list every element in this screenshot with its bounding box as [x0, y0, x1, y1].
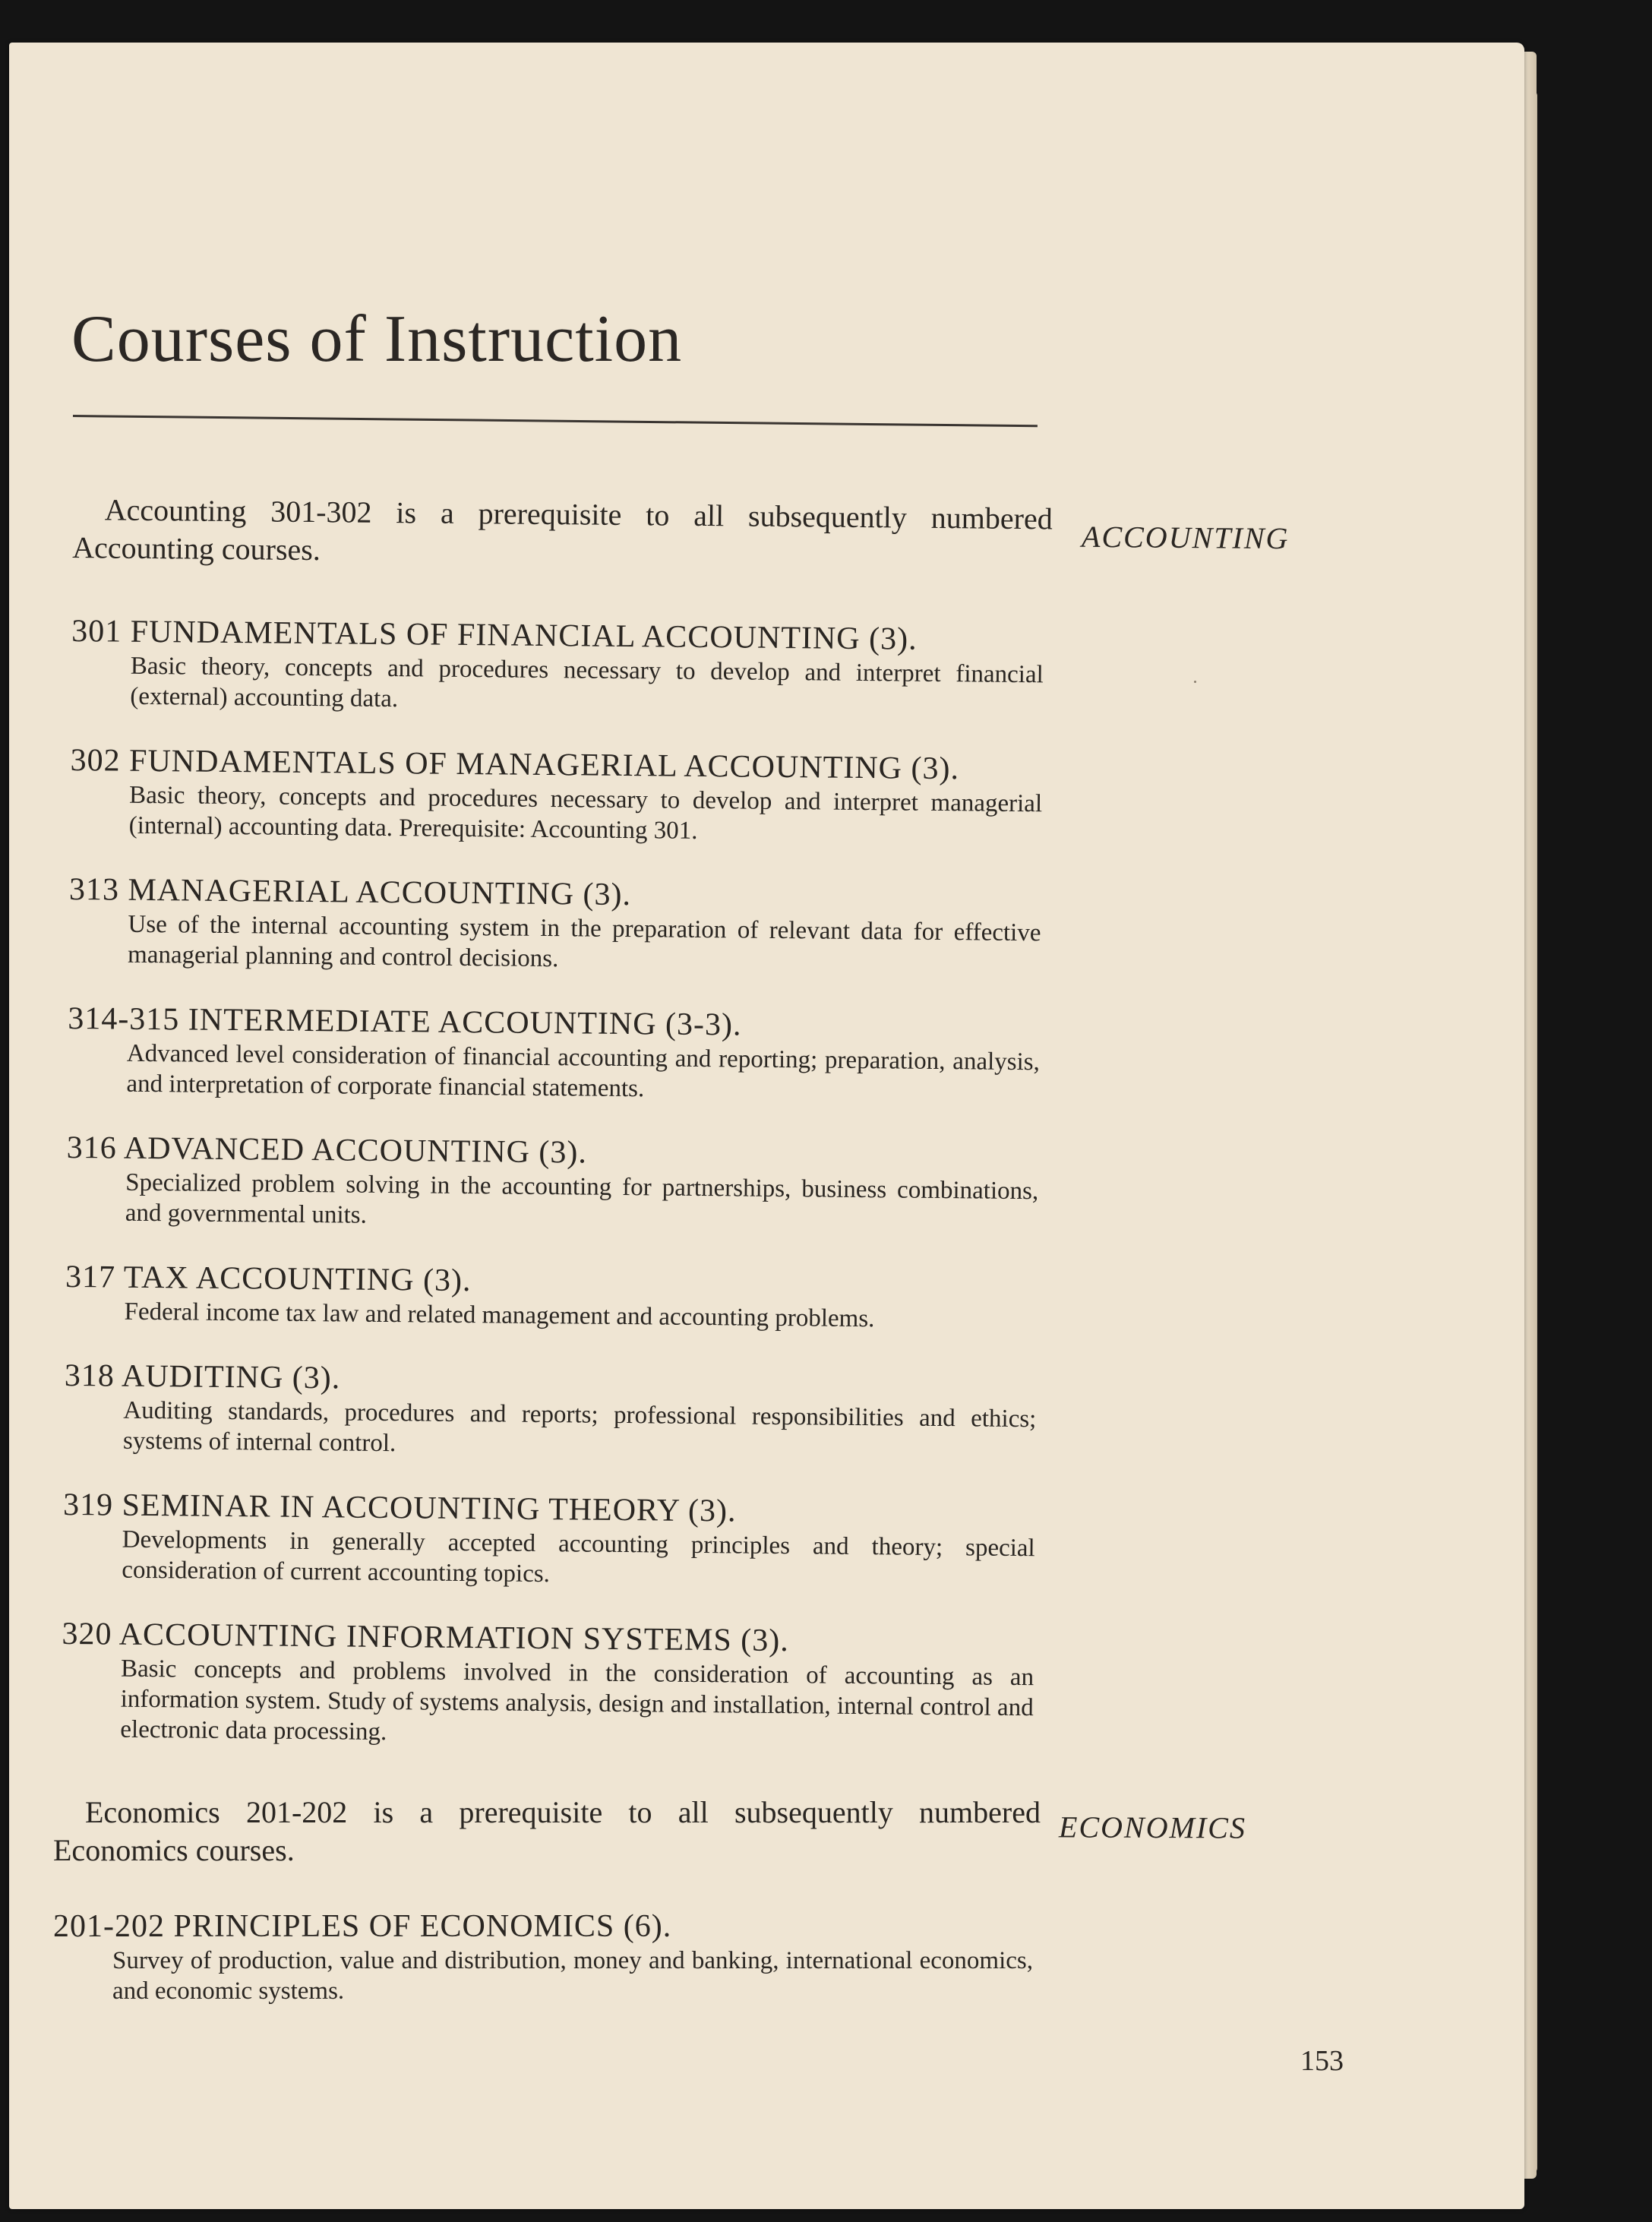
- course-description: Basic theory, concepts and procedures necessary to develop and interpret financial (external) accounting data.: [130, 652, 1044, 713]
- economics-intro: [53, 1794, 1041, 1870]
- course-heading: 201-202 PRINCIPLES OF ECONOMICS (6).: [53, 1909, 672, 1944]
- page-title: Courses of Instruction: [71, 302, 683, 376]
- course-entry: [64, 1357, 1044, 1465]
- course-entry: [61, 1615, 1042, 1753]
- course-heading: 302 FUNDAMENTALS OF MANAGERIAL ACCOUNTING (3).: [70, 742, 960, 787]
- course-entry: [53, 1908, 1041, 2006]
- economics-intro-line2: Economics courses.: [53, 1833, 295, 1867]
- course-heading: 301 FUNDAMENTALS OF FINANCIAL ACCOUNTING (3).: [71, 613, 918, 657]
- section-label-economics: ECONOMICS: [1058, 1810, 1247, 1845]
- economics-section: [53, 1794, 1041, 2037]
- title-rule: [73, 415, 1038, 427]
- accounting-section: [61, 491, 1053, 1784]
- accounting-intro: [72, 491, 1053, 576]
- course-entry: [67, 1000, 1047, 1108]
- course-heading: 316 ADVANCED ACCOUNTING (3).: [66, 1130, 588, 1171]
- book-page: [9, 43, 1524, 2209]
- speck: [1194, 681, 1196, 683]
- course-description: Advanced level consideration of financial accounting and reporting; preparation, analysis, and interpretation of corporate financial statements.: [126, 1039, 1041, 1103]
- course-entry: [70, 741, 1050, 849]
- course-heading: 313 MANAGERIAL ACCOUNTING (3).: [68, 871, 632, 913]
- course-entry: [66, 1129, 1047, 1237]
- page-number: 153: [1300, 2045, 1344, 2077]
- course-heading: 319 SEMINAR IN ACCOUNTING THEORY (3).: [62, 1487, 737, 1529]
- course-description: Use of the internal accounting system in the preparation of relevant data for effective managerial planning and control decisions.: [127, 910, 1041, 973]
- course-description: Specialized problem solving in the accounting for partnerships, business combinations, and governmental units.: [125, 1168, 1039, 1229]
- course-entry: [71, 612, 1051, 720]
- course-description: Auditing standards, procedures and reports; professional responsibilities and ethics; systems of internal control.: [122, 1396, 1037, 1458]
- course-description: Federal income tax law and related management and accounting problems.: [124, 1297, 875, 1333]
- economics-intro-line1: Economics 201-202 is a prerequisite to all subsequently numbered: [85, 1795, 1041, 1829]
- course-description: Developments in generally accepted accounting principles and theory; special consideration of current accounting topics.: [122, 1525, 1035, 1588]
- course-heading: 320 ACCOUNTING INFORMATION SYSTEMS (3).: [62, 1616, 789, 1659]
- course-description: Basic theory, concepts and procedures necessary to develop and interpret managerial (internal) accounting data. Prerequisite: Accounting 301.: [128, 781, 1043, 845]
- course-entry: [62, 1486, 1043, 1594]
- course-description: Basic concepts and problems involved in the consideration of accounting as an information system. Study of systems analysis, design and installation, internal control and electronic data processing.: [120, 1655, 1034, 1746]
- course-entry: [65, 1258, 1045, 1335]
- accounting-intro-line1: Accounting 301-302 is a prerequisite to all subsequently numbered: [104, 492, 1053, 536]
- course-entry: [68, 871, 1049, 978]
- section-label-accounting: ACCOUNTING: [1081, 519, 1290, 556]
- course-heading: 314-315 INTERMEDIATE ACCOUNTING (3-3).: [68, 1000, 742, 1043]
- accounting-intro-line2: Accounting courses.: [72, 529, 321, 567]
- course-heading: 318 AUDITING (3).: [64, 1358, 341, 1396]
- course-description: Survey of production, value and distribution, money and banking, international economics, and economic systems.: [112, 1947, 1033, 2005]
- course-heading: 317 TAX ACCOUNTING (3).: [65, 1259, 472, 1299]
